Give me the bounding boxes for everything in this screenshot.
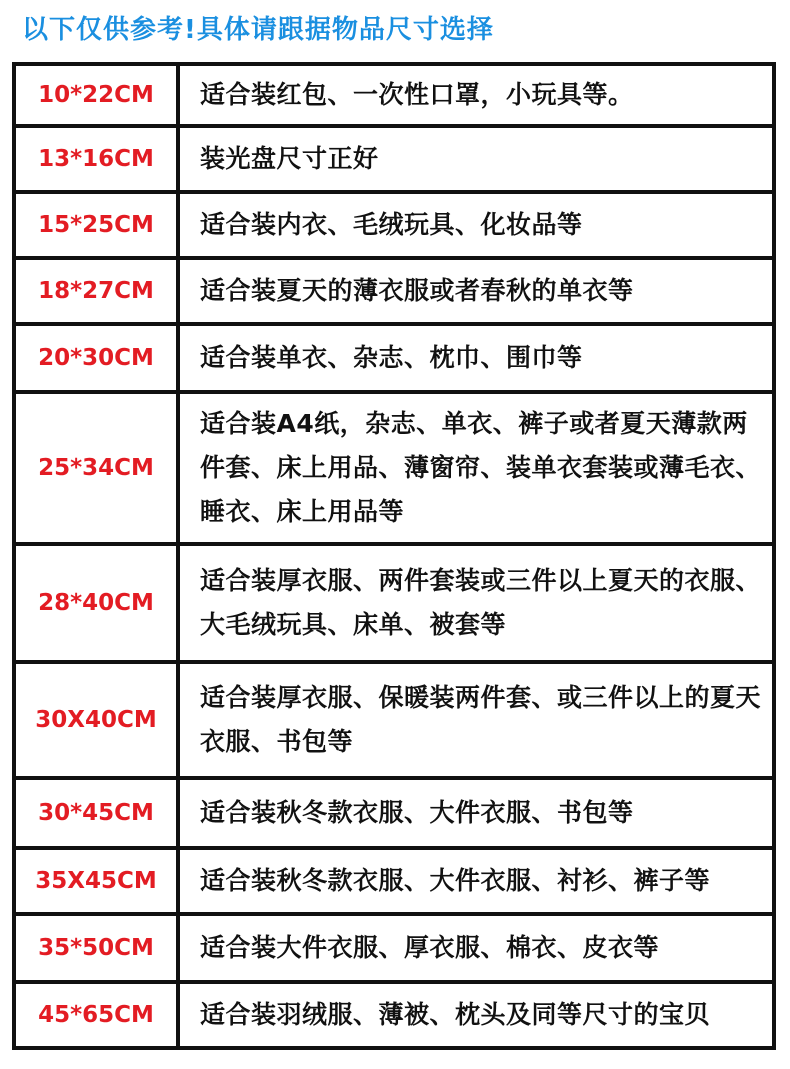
size-label: 30X40CM [14, 662, 178, 778]
size-label: 15*25CM [14, 192, 178, 258]
size-description: 适合装秋冬款衣服、大件衣服、书包等 [178, 778, 774, 848]
size-description: 适合装单衣、杂志、枕巾、围巾等 [178, 324, 774, 392]
table-row [14, 982, 774, 1048]
table-row [14, 778, 774, 848]
size-label: 18*27CM [14, 258, 178, 324]
size-label: 30*45CM [14, 778, 178, 848]
table-row [14, 662, 774, 778]
size-label: 35*50CM [14, 914, 178, 982]
table-row [14, 914, 774, 982]
table-row [14, 258, 774, 324]
size-description: 适合装羽绒服、薄被、枕头及同等尺寸的宝贝 [178, 982, 774, 1048]
size-label: 10*22CM [14, 64, 178, 126]
table-row [14, 324, 774, 392]
table-row [14, 64, 774, 126]
size-description: 适合装大件衣服、厚衣服、棉衣、皮衣等 [178, 914, 774, 982]
size-label: 35X45CM [14, 848, 178, 914]
size-label: 25*34CM [14, 392, 178, 544]
size-label: 28*40CM [14, 544, 178, 662]
table-row [14, 848, 774, 914]
size-description: 适合装内衣、毛绒玩具、化妆品等 [178, 192, 774, 258]
size-description: 适合装秋冬款衣服、大件衣服、衬衫、裤子等 [178, 848, 774, 914]
table-row [14, 192, 774, 258]
size-description: 装光盘尺寸正好 [178, 126, 774, 192]
size-label: 20*30CM [14, 324, 178, 392]
size-description: 适合装红包、一次性口罩，小玩具等。 [178, 64, 774, 126]
size-description: 适合装A4纸，杂志、单衣、裤子或者夏天薄款两件套、床上用品、薄窗帘、装单衣套装或薄毛衣、睡衣、床上用品等 [178, 392, 774, 544]
size-label: 13*16CM [14, 126, 178, 192]
size-label: 45*65CM [14, 982, 178, 1048]
size-description: 适合装厚衣服、两件套装或三件以上夏天的衣服、大毛绒玩具、床单、被套等 [178, 544, 774, 662]
size-description: 适合装夏天的薄衣服或者春秋的单衣等 [178, 258, 774, 324]
table-row [14, 126, 774, 192]
table-row [14, 392, 774, 544]
size-guide-table [12, 62, 776, 1050]
size-description: 适合装厚衣服、保暖装两件套、或三件以上的夏天衣服、书包等 [178, 662, 774, 778]
page-title: 以下仅供参考!具体请跟据物品尺寸选择 [22, 15, 494, 45]
table-row [14, 544, 774, 662]
